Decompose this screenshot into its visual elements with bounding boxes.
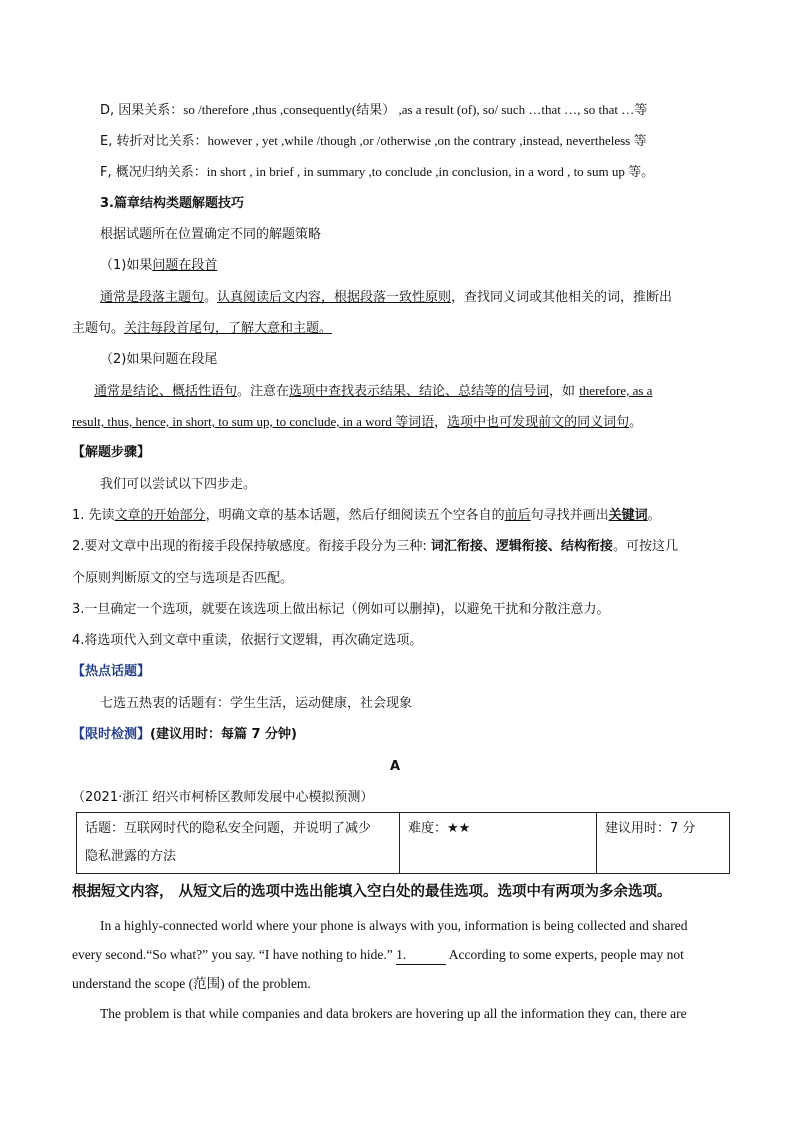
relation-e (100, 132, 646, 151)
q2-text-a: 通常是结论、概括性语句 (94, 384, 238, 399)
section3-title: 3.篇章结构类题解题技巧 (100, 196, 244, 211)
q2-text-b: 。注意在 (237, 384, 290, 399)
test-heading-line (72, 726, 297, 744)
q1-heading-pre: （1)如果 (100, 258, 153, 273)
q2-text-e: therefore, as a (579, 383, 653, 398)
q1-text-c: 认真阅读后文内容，根据段落一致性原则 (217, 290, 452, 305)
time-cell (597, 813, 730, 874)
q2-text-c: 选项中查找表示结果、结论、总结等的信号词 (289, 384, 550, 399)
source-line: （2021·浙江 绍兴市柯桥区教师发展中心模拟预测） (72, 790, 374, 805)
p1-b: every second.“So what?” you say. “I have nothing to hide.” (72, 947, 397, 962)
q1-text-d: ，查找同义词或其他相关的词，推断出 (451, 290, 673, 305)
relation-f-label: F, 概况归纳关系： (100, 165, 207, 180)
relation-d-text: so /therefore ,thus ,consequently(结果） ,as a result (of), so/ such …that …, so that …等 (183, 102, 648, 117)
section3-intro: 根据试题所在位置确定不同的解题策略 (100, 227, 322, 242)
steps-intro: 我们可以尝试以下四步走。 (100, 477, 257, 492)
test-suggest: (建议用时：每篇 7 分钟) (150, 727, 297, 742)
step-1-b: 文章的开始部分 (114, 508, 206, 523)
q2-heading: （2)如果问题在段尾 (100, 352, 218, 367)
step-2-line2: 个原则判断原文的空与选项是否匹配。 (72, 571, 294, 586)
q1-text-a: 通常是段落主题句 (100, 290, 205, 305)
p1-line1: In a highly-connected world where your phone is always with you, information is being collected and shared (100, 918, 688, 933)
q1-heading (100, 257, 217, 275)
relation-e-label: E, 转折对比关系： (100, 134, 208, 149)
q1-text-f: 关注每段首尾句，了解大意和主题。 (124, 321, 333, 336)
step-1-d: 前后 (504, 508, 531, 523)
q1-text-line1 (100, 289, 672, 307)
relation-f-text: in short , in brief , in summary ,to conclude ,in conclusion, in a word , to sum up 等。 (206, 164, 655, 179)
step-2-a: 2.要对文章中出现的衔接手段保持敏感度。衔接手段分为三种: (72, 539, 431, 554)
relation-d-label: D, 因果关系： (100, 103, 184, 118)
time-text: 建议用时：7 分 (605, 821, 696, 836)
q1-text-line2 (72, 320, 332, 338)
info-table (76, 812, 730, 874)
relation-d (100, 101, 647, 120)
q1-text-b: 。 (204, 290, 218, 305)
step-1 (72, 507, 661, 525)
q2-text-g: ， (434, 415, 448, 430)
blank-1: 1. (396, 946, 446, 965)
step-1-keyword: 关键词 (608, 508, 648, 523)
passage-label: A (390, 759, 401, 774)
difficulty-label: 难度： (408, 821, 448, 836)
q2-text-line2 (72, 413, 642, 432)
instruction: 根据短文内容， 从短文后的选项中选出能填入空白处的最佳选项。选项中有两项为多余选项。 (72, 884, 672, 900)
step-4: 4.将选项代入到文章中重读，依据行文逻辑，再次确定选项。 (72, 633, 423, 648)
difficulty-cell (400, 813, 597, 874)
q1-heading-underlined: 问题在段首 (152, 258, 218, 273)
q2-text-line1 (94, 382, 652, 401)
step-2-b: 词汇衔接、逻辑衔接、结构衔接 (430, 539, 613, 554)
step-1-g: 。 (647, 508, 661, 523)
topic-cell (77, 813, 400, 874)
step-1-c: ，明确文章的基本话题，然后仔细阅读五个空各自的 (205, 508, 505, 523)
q2-text-d: ，如 (549, 384, 580, 399)
p1-line3: understand the scope (范围) of the problem. (72, 976, 311, 991)
relation-f (100, 163, 654, 182)
step-1-a: 1. 先读 (72, 508, 115, 523)
step-2-line1 (72, 538, 678, 556)
steps-heading: 【解题步骤】 (72, 445, 151, 460)
hot-heading: 【热点话题】 (72, 664, 151, 679)
p1-line2 (72, 946, 684, 965)
q2-text-f: result, thus, hence, in short, to sum up, to conclude, in a word 等词语 (72, 414, 435, 429)
test-heading: 【限时检测】 (72, 727, 151, 742)
topic-line1: 话题：互联网时代的隐私安全问题，并说明了减少 (85, 821, 372, 836)
q1-text-e: 主题句。 (72, 321, 125, 336)
p2-line1: The problem is that while companies and data brokers are hovering up all the information they can, there are (100, 1006, 687, 1021)
step-3: 3.一旦确定一个选项，就要在该选项上做出标记（例如可以删掉)，以避免干扰和分散注意力。 (72, 602, 610, 617)
relation-e-text: however , yet ,while /though ,or /otherwise ,on the contrary ,instead, nevertheless 等 (207, 133, 647, 148)
step-2-c: 。可按这几 (612, 539, 678, 554)
topic-line2: 隐私泄露的方法 (85, 849, 177, 864)
q2-text-h: 选项中也可发现前文的同义词句 (447, 415, 630, 430)
q2-text-i: 。 (629, 415, 643, 430)
p1-c: According to some experts, people may not (446, 947, 684, 962)
step-1-e: 句寻找并画出 (530, 508, 609, 523)
hot-text: 七选五热衷的话题有：学生生活，运动健康，社会现象 (100, 696, 413, 711)
star-icon: ★★ (447, 821, 471, 836)
